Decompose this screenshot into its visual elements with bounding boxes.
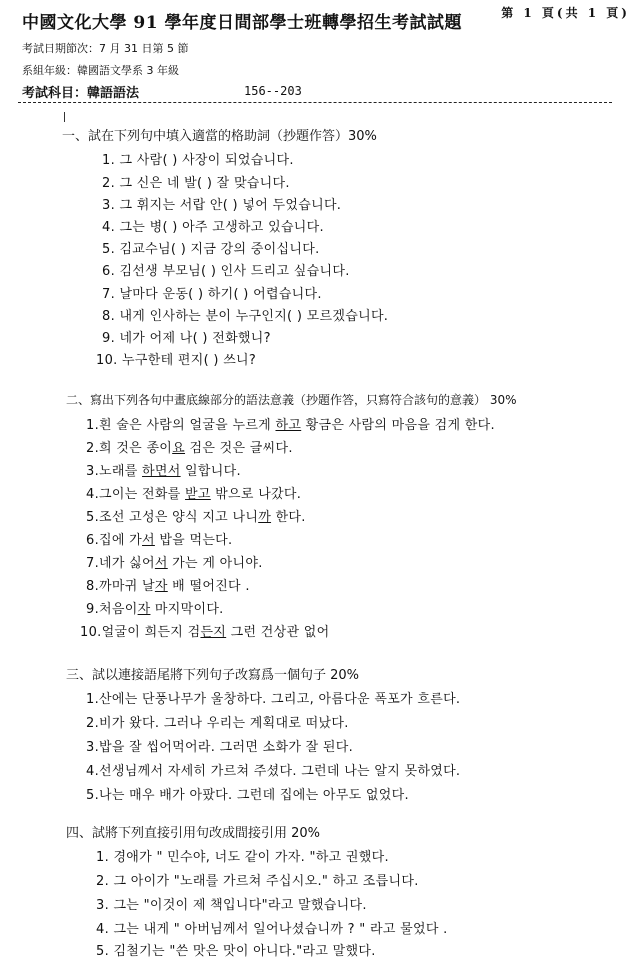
section-2-item: 8.까마귀 날자 배 떨어진다 .: [86, 579, 250, 594]
section-4-item: 3. 그는 "이것이 제 책입니다"라고 말했습니다.: [96, 898, 367, 913]
page-indicator: 第 1 頁(共 1 頁): [501, 6, 630, 20]
section-1-item: 4. 그는 병( ) 아주 고생하고 있습니다.: [102, 220, 324, 235]
section-3-item: 4.선생님께서 자세히 가르쳐 주셨다. 그런데 나는 알지 못하였다.: [86, 764, 461, 779]
section-1-heading: 一、試在下列句中填入適當的格助詞（抄題作答）30%: [62, 129, 377, 144]
margin-mark: [64, 112, 65, 122]
section-3-heading: 三、試以連接語尾將下列句子改寫爲一個句子 20%: [66, 668, 360, 683]
section-2-item: 10.얼굴이 희든지 검든지 그런 건상관 없어: [80, 625, 330, 640]
section-2-heading: 二、寫出下列各句中畫底線部分的語法意義（抄題作答，只寫符合該句的意義） 30%: [66, 393, 517, 407]
section-1-item: 2. 그 신은 네 발( ) 잘 맞습니다.: [102, 176, 290, 191]
section-2-item: 4.그이는 전화를 받고 밖으로 나갔다.: [86, 487, 302, 502]
section-1-item: 7. 날마다 운동( ) 하기( ) 어렵습니다.: [102, 287, 322, 302]
section-3-item: 1.산에는 단풍나무가 울창하다. 그리고, 아름다운 폭포가 흐른다.: [86, 692, 461, 707]
section-1-item: 3. 그 휘지는 서랍 안( ) 넣어 두었습니다.: [102, 198, 342, 213]
section-4-item: 4. 그는 내게 " 아버님께서 일어나셨습니까 ? " 라고 물었다 .: [96, 922, 448, 937]
section-1-item: 10. 누구한테 편지( ) 쓰니?: [96, 353, 257, 368]
section-4-item: 1. 경애가 " 민수야, 너도 같이 가자. "하고 권했다.: [96, 850, 389, 865]
section-4-heading: 四、試將下列直接引用句改成間接引用 20%: [66, 826, 321, 841]
exam-title: 中國文化大學 91 學年度日間部學士班轉學招生考試試題: [22, 13, 462, 33]
section-3-item: 2.비가 왔다. 그러나 우리는 계획대로 떠났다.: [86, 716, 349, 731]
section-1-item: 6. 김선생 부모님( ) 인사 드리고 싶습니다.: [102, 264, 350, 279]
section-3-item: 5.나는 매우 배가 아팠다. 그런데 집에는 아무도 없었다.: [86, 788, 409, 803]
section-4-item: 2. 그 아이가 "노래를 가르쳐 주십시오." 하고 조릅니다.: [96, 874, 419, 889]
section-1-item: 8. 내게 인사하는 분이 누구인지( ) 모르겠습니다.: [102, 309, 389, 324]
section-1-item: 5. 김교수님( ) 지금 강의 중이십니다.: [102, 242, 320, 257]
header-divider: [18, 102, 612, 103]
section-2-item: 9.처음이자 마지막이다.: [86, 602, 224, 617]
section-2-item: 5.조선 고성은 양식 지고 나니까 한다.: [86, 510, 306, 525]
section-1-item: 9. 네가 어제 나( ) 전화했니?: [102, 331, 271, 346]
section-2-item: 3.노래를 하면서 일합니다.: [86, 464, 241, 479]
section-1-item: 1. 그 사람( ) 사장이 되었습니다.: [102, 153, 294, 168]
section-2-item: 7.네가 싫어서 가는 게 아니야.: [86, 556, 263, 571]
subject-code: 156--203: [244, 84, 302, 98]
section-4-item: 5. 김철기는 "쓴 맛은 맛이 아니다."라고 말했다.: [96, 944, 376, 959]
section-2-item: 6.집에 가서 밥을 먹는다.: [86, 533, 233, 548]
section-2-item: 1.흰 술은 사람의 얼굴을 누르게 하고 황금은 사람의 마음을 검게 한다.: [86, 418, 495, 433]
exam-subject: 考試科目：韓語語法: [22, 86, 140, 101]
exam-date: 考試日期節次：7 月 31 日第 5 節: [22, 42, 189, 55]
department-info: 系組年級：韓國語文學系 3 年級: [22, 64, 179, 77]
section-2-item: 2.희 것은 종이요 검은 것은 글씨다.: [86, 441, 293, 456]
section-3-item: 3.밥을 잘 씹어먹어라. 그러면 소화가 잘 된다.: [86, 740, 354, 755]
